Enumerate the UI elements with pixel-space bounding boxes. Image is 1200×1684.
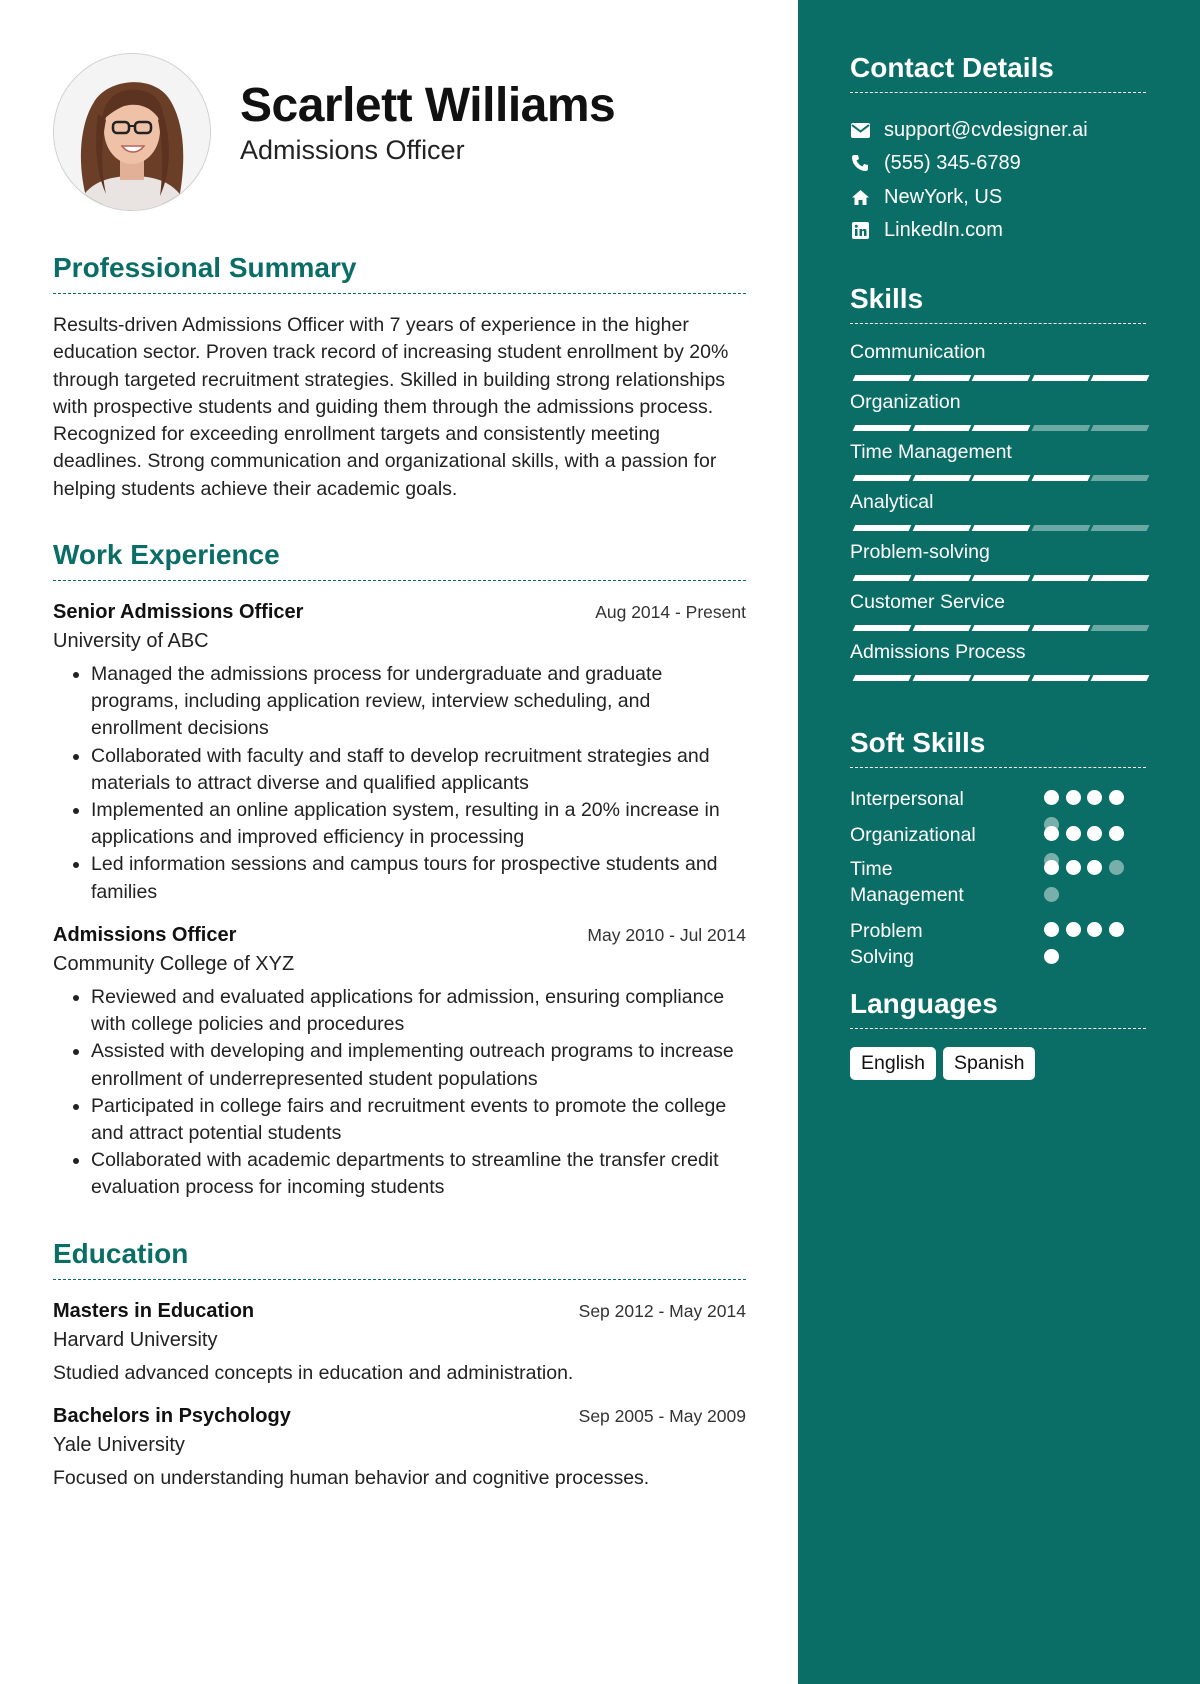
soft-skill-name: Organizational <box>850 824 976 846</box>
languages-list <box>850 1047 1035 1080</box>
language-tag: Spanish <box>943 1047 1035 1080</box>
skill-level-bar <box>850 525 1146 531</box>
skill-segment-filled <box>972 675 1031 681</box>
rating-dot-empty <box>1109 860 1124 875</box>
language-tag: English <box>850 1047 936 1080</box>
job-bullet: • Collaborated with faculty and staff to develop recruitment strategies and materials to attract diverse and qualified applicants <box>91 743 746 797</box>
candidate-name: Scarlett Williams <box>240 79 616 132</box>
job-organization: University of ABC <box>53 630 209 652</box>
contact-location <box>850 183 1002 211</box>
skill-level-bar <box>850 575 1146 581</box>
job-bullet: • Implemented an online application system, resulting in a 20% increase in applications and improved efficiency in processing <box>91 797 746 851</box>
summary-heading: Professional Summary <box>53 252 746 294</box>
skill-segment-filled <box>853 525 912 531</box>
skill-segment-filled <box>912 425 971 431</box>
skill-segment-filled <box>972 425 1031 431</box>
skill-item <box>850 441 1146 464</box>
education-description: Studied advanced concepts in education and administration. <box>53 1362 574 1384</box>
rating-dot-filled <box>1087 826 1102 841</box>
rating-dot-filled <box>1066 860 1081 875</box>
skill-segment-filled <box>853 375 912 381</box>
school-name: Yale University <box>53 1434 185 1456</box>
rating-dot-filled <box>1087 860 1102 875</box>
skill-segment-empty <box>1091 625 1150 631</box>
skill-segment-filled <box>912 625 971 631</box>
skill-segment-filled <box>1031 475 1090 481</box>
job-bullet: • Assisted with developing and implementing outreach programs to increase enrollment of underrepresented student populations <box>91 1038 746 1092</box>
skill-level-bar <box>850 425 1146 431</box>
skill-segment-filled <box>912 475 971 481</box>
skill-segment-empty <box>1091 425 1150 431</box>
skill-segment-filled <box>853 625 912 631</box>
skill-segment-filled <box>1031 675 1090 681</box>
home-icon <box>850 187 870 207</box>
job-dates: Aug 2014 - Present <box>595 602 746 622</box>
job-bullet: • Led information sessions and campus tours for prospective students and families <box>91 851 746 905</box>
contact-linkedin-text: LinkedIn.com <box>884 218 1003 241</box>
linkedin-icon <box>850 220 870 240</box>
rating-dot-empty <box>1044 887 1059 902</box>
contact-phone[interactable] <box>850 149 1021 177</box>
job-entry <box>53 924 746 1202</box>
skill-segment-filled <box>1091 575 1150 581</box>
rating-dot-filled <box>1109 922 1124 937</box>
education-entry <box>53 1300 746 1385</box>
skill-segment-filled <box>912 575 971 581</box>
soft-skills-heading: Soft Skills <box>850 727 1146 768</box>
skill-segment-filled <box>972 575 1031 581</box>
skill-name: Time Management <box>850 441 1012 463</box>
skill-item <box>850 541 1146 564</box>
avatar-portrait <box>54 54 210 210</box>
skill-level-bar <box>850 675 1146 681</box>
skill-segment-filled <box>1031 575 1090 581</box>
education-description: Focused on understanding human behavior and cognitive processes. <box>53 1467 650 1489</box>
skill-segment-filled <box>912 525 971 531</box>
education-dates: Sep 2005 - May 2009 <box>578 1406 746 1426</box>
rating-dot-filled <box>1066 826 1081 841</box>
profile-photo <box>53 53 211 211</box>
job-title: Admissions Officer <box>53 924 237 946</box>
skill-segment-filled <box>853 425 912 431</box>
skills-heading: Skills <box>850 283 1146 324</box>
education-heading: Education <box>53 1238 746 1280</box>
rating-dot-filled <box>1087 790 1102 805</box>
contact-location-text: NewYork, US <box>884 185 1003 208</box>
skill-segment-filled <box>1091 375 1150 381</box>
skill-segment-filled <box>1031 625 1090 631</box>
contact-email-text: support@cvdesigner.ai <box>884 118 1088 141</box>
skill-level-bar <box>850 625 1146 631</box>
skill-item <box>850 391 1146 414</box>
rating-dot-filled <box>1109 790 1124 805</box>
skill-segment-filled <box>853 675 912 681</box>
job-organization: Community College of XYZ <box>53 953 295 975</box>
skill-level-bar <box>850 375 1146 381</box>
phone-icon <box>850 153 870 173</box>
rating-dot-filled <box>1087 922 1102 937</box>
soft-skill-name: Interpersonal <box>850 788 964 810</box>
skill-segment-filled <box>853 575 912 581</box>
skill-name: Problem-solving <box>850 541 990 563</box>
skill-segment-filled <box>912 375 971 381</box>
rating-dot-filled <box>1044 860 1059 875</box>
contact-heading: Contact Details <box>850 52 1146 93</box>
skill-item <box>850 491 1146 514</box>
skill-name: Admissions Process <box>850 641 1026 663</box>
sidebar <box>798 0 1200 1684</box>
skill-item <box>850 341 1146 364</box>
job-bullets <box>53 984 746 1202</box>
education-dates: Sep 2012 - May 2014 <box>578 1301 746 1321</box>
soft-skill-name: Problem Solving <box>850 920 923 968</box>
skill-segment-filled <box>912 675 971 681</box>
job-dates: May 2010 - Jul 2014 <box>587 925 746 945</box>
job-title: Senior Admissions Officer <box>53 601 304 623</box>
skill-segment-empty <box>1091 475 1150 481</box>
degree-title: Bachelors in Psychology <box>53 1405 291 1427</box>
rating-dot-filled <box>1044 949 1059 964</box>
education-entry <box>53 1405 746 1490</box>
rating-dot-filled <box>1044 826 1059 841</box>
skill-segment-filled <box>972 475 1031 481</box>
skill-item <box>850 641 1146 664</box>
rating-dot-filled <box>1066 922 1081 937</box>
degree-title: Masters in Education <box>53 1300 255 1322</box>
skill-segment-filled <box>972 525 1031 531</box>
skill-segment-empty <box>1031 525 1090 531</box>
languages-heading: Languages <box>850 988 1146 1029</box>
skill-segment-empty <box>1031 425 1090 431</box>
skill-segment-filled <box>972 625 1031 631</box>
skill-name: Customer Service <box>850 591 1005 613</box>
rating-dot-filled <box>1066 790 1081 805</box>
job-bullet: • Reviewed and evaluated applications for admission, ensuring compliance with college policies and procedures <box>91 984 746 1038</box>
rating-dot-filled <box>1109 826 1124 841</box>
contact-linkedin[interactable] <box>850 216 1003 244</box>
candidate-title: Admissions Officer <box>240 135 465 165</box>
skill-segment-filled <box>1091 675 1150 681</box>
experience-heading: Work Experience <box>53 539 746 581</box>
job-bullet: • Participated in college fairs and recruitment events to promote the college and attract potential students <box>91 1093 746 1147</box>
skill-segment-filled <box>972 375 1031 381</box>
rating-dot-filled <box>1044 790 1059 805</box>
school-name: Harvard University <box>53 1329 218 1351</box>
soft-skill-name: Time Management <box>850 858 964 906</box>
contact-email[interactable] <box>850 116 1088 144</box>
skill-name: Analytical <box>850 491 934 513</box>
job-bullet: • Collaborated with academic departments to streamline the transfer credit evaluation process for incoming students <box>91 1147 746 1201</box>
skill-segment-filled <box>853 475 912 481</box>
skill-name: Communication <box>850 341 986 363</box>
skill-level-bar <box>850 475 1146 481</box>
rating-dot-filled <box>1044 922 1059 937</box>
job-entry <box>53 601 746 906</box>
job-bullet: • Managed the admissions process for undergraduate and graduate programs, including application review, interview scheduling, and enrollment decisions <box>91 661 746 743</box>
contact-phone-text: (555) 345-6789 <box>884 151 1021 174</box>
skill-item <box>850 591 1146 614</box>
skill-segment-empty <box>1091 525 1150 531</box>
skill-name: Organization <box>850 391 961 413</box>
skill-segment-filled <box>1031 375 1090 381</box>
summary-text: Results-driven Admissions Officer with 7 years of experience in the higher education sector. Proven track record of increasing student enrollment by 20% through targeted recruitment strategies. Skilled in building strong relationships with prospective students and guiding them through the admissions process. Recognized for exceeding enrollment targets and consistently meeting deadlines. Strong communication and organizational skills, with a passion for helping students achieve their academic goals. <box>53 314 729 500</box>
job-bullets <box>53 661 746 906</box>
envelope-icon <box>850 120 870 140</box>
